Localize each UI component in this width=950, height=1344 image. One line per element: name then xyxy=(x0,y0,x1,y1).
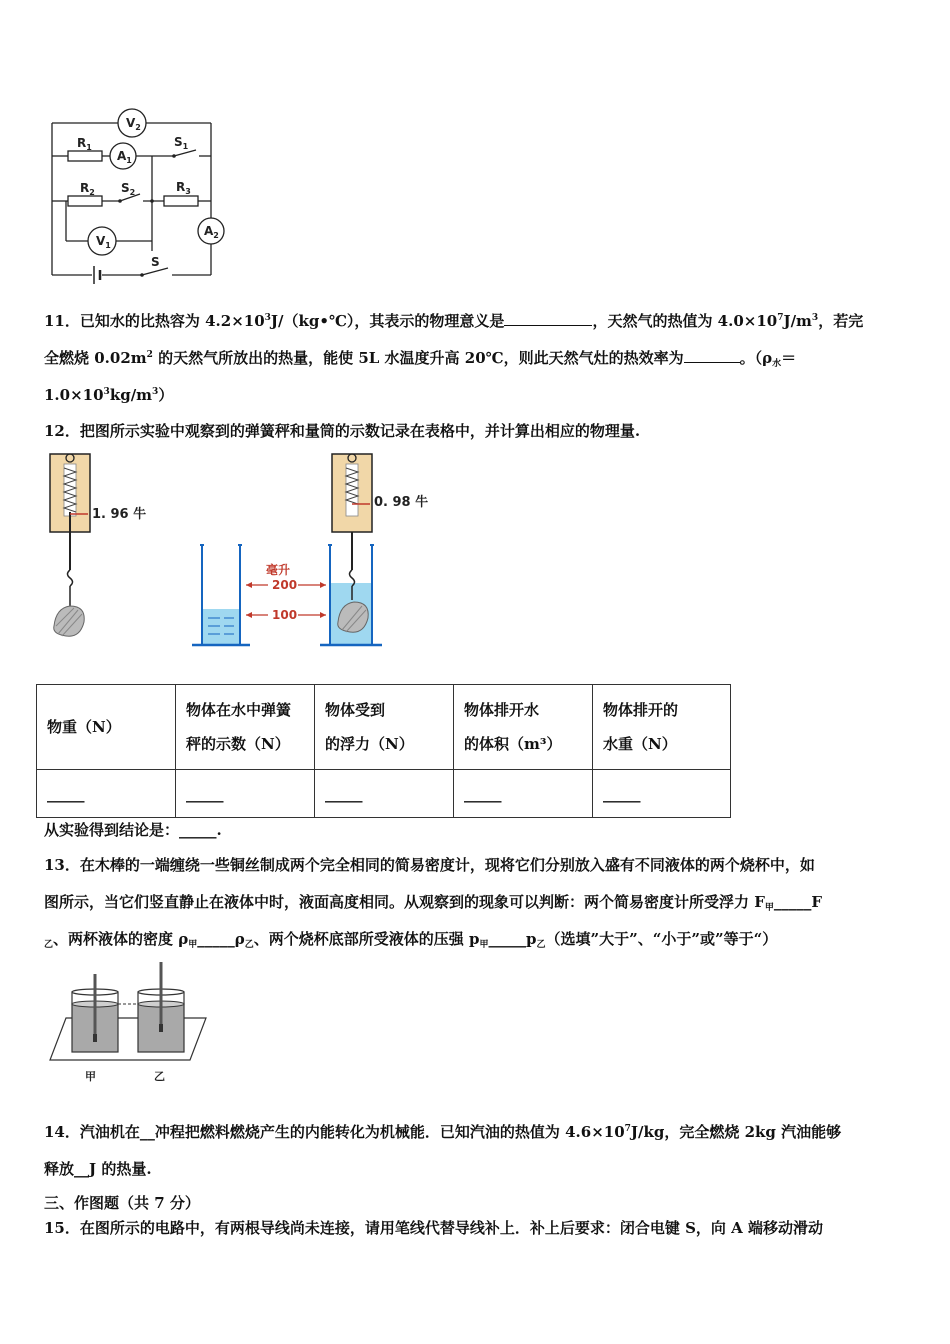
beaker-figure xyxy=(46,958,212,1086)
spring-scale-figure xyxy=(44,450,450,650)
q13-line2: 图所示，当它们竖直静止在液体中时，液面高度相同。从观察到的现象可以判断：两个简易密度计所受浮力 $F_甲\_\_\_\_\_F$ xyxy=(44,893,823,913)
q12-conclusion: 从实验得到结论是：_____. xyxy=(44,821,222,839)
q13-line3: $_乙$、两杯液体的密度 $\rho_甲\_\_\_\_\_\rho_乙$、两个烧杯底部所受液体的压强 $p_甲\_\_\_\_\_p_乙$（选填”大于”、“小于”或”等于“） xyxy=(44,930,778,950)
q14-line1: 14．汽油机在__冲程把燃料燃烧产生的内能转化为机械能．已知汽油的热值为 $4.6\times 10^7J/kg$，完全燃烧 2kg 汽油能够 xyxy=(44,1123,842,1141)
table-cell[interactable]: _____ xyxy=(176,770,315,818)
a2-label: $A_2$ xyxy=(204,224,219,240)
mark-100: 100 xyxy=(272,608,298,622)
table-header: 物体在水中弹簧 秤的示数（N） xyxy=(176,685,315,770)
q15-text: 15．在图所示的电路中，有两根导线尚未连接，请用笔线代替导线补上．补上后要求：闭合电键 S，向 A 端移动滑动 xyxy=(44,1219,824,1237)
reading-right: 0. 98 牛 xyxy=(374,495,429,510)
data-table xyxy=(36,684,731,818)
circuit-diagram xyxy=(44,100,234,285)
s2-label: $S_2$ xyxy=(121,181,136,197)
table-header: 物体排开水 的体积（m³） xyxy=(454,685,593,770)
beaker-right-label: 乙 xyxy=(154,1070,165,1083)
q13-line1: 13．在木棒的一端缠绕一些铜丝制成两个完全相同的简易密度计，现将它们分别放入盛有不同液体的两个烧杯中，如 xyxy=(44,856,815,874)
s-label: S xyxy=(151,255,160,269)
r2-label: $R_2$ xyxy=(80,181,95,197)
unit-label: 毫升 xyxy=(266,563,291,577)
s1-label: $S_1$ xyxy=(174,135,189,151)
table-cell[interactable]: _____ xyxy=(593,770,731,818)
v1-label: $V_1$ xyxy=(96,234,111,250)
q14-line2: 释放__J 的热量. xyxy=(44,1160,152,1178)
table-header: 物体排开的 水重（N） xyxy=(593,685,731,770)
q11-line2: 全燃烧 $0.02m^2$ 的天然气所放出的热量，能使 5L 水温度升高 20℃，则此天然气灶的热效率为 。（$\rho_水=$ xyxy=(44,349,797,369)
table-header: 物重（N） xyxy=(37,685,176,770)
v2-label: $V_2$ xyxy=(126,116,141,132)
r3-label: $R_3$ xyxy=(176,180,191,196)
mark-200: 200 xyxy=(272,578,298,592)
table-cell[interactable]: _____ xyxy=(454,770,593,818)
q12-text: 12．把图所示实验中观察到的弹簧秤和量筒的示数记录在表格中，并计算出相应的物理量. xyxy=(44,422,641,440)
reading-left: 1. 96 牛 xyxy=(92,507,147,522)
a1-label: $A_1$ xyxy=(117,149,132,165)
table-cell[interactable]: _____ xyxy=(315,770,454,818)
section3-title: 三、作图题（共 7 分） xyxy=(44,1194,200,1212)
table-header: 物体受到 的浮力（N） xyxy=(315,685,454,770)
q11-line1: 11．已知水的比热容为 $4.2\times 10^3J/(kg•℃)$，其表示的物理意义是 ，天然气的热值为 $4.0\times 10^7J/m^3$，若完 xyxy=(44,312,864,330)
q11-line3: $1.0\times 10^3kg/m^3$） xyxy=(44,386,174,404)
beaker-left-label: 甲 xyxy=(85,1070,96,1083)
table-cell[interactable]: _____ xyxy=(37,770,176,818)
r1-label: $R_1$ xyxy=(77,136,92,152)
